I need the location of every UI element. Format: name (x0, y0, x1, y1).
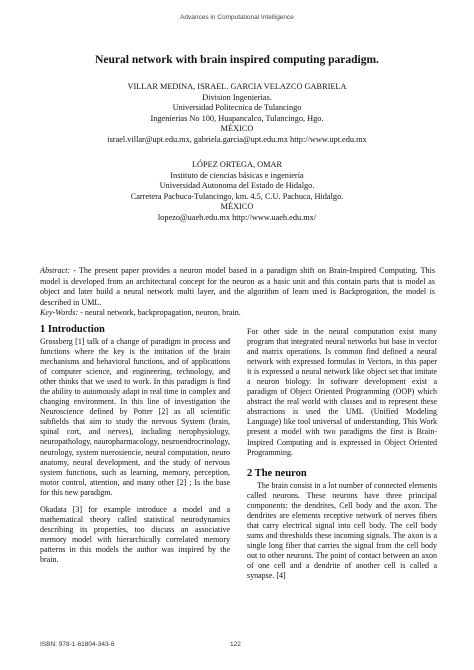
author-contact: lopezo@uaeh.edu.mx http://www.uaeh.edu.mx/ (157, 212, 317, 222)
author-division: Division Ingenierias. (202, 92, 272, 102)
author-address: Carretera Pachuca-Tulancingo, km. 4.5, C.U. Pachuca, Hidalgo. (130, 191, 344, 201)
author-address: Ingenierias No 100, Huapancalco, Tulancingo, Hgo. (150, 113, 324, 123)
neuron-paragraph-1: The brain consist in a lot number of connected elements called neurons. These neurons have three principal components: the dendrites, Cell body and the axon. The dendrites are elements receptive network of nerves fibers that carry electrical signal into cell body. The cell body sums and thresholds these incoming signals. The axon is a single long fiber that carries the signal from the cell body out to other neurons. The point of contact between an axon of one cell and a dendrite of another cell is called a synapse. [4] (247, 480, 437, 581)
keywords (40, 308, 435, 319)
left-column (40, 320, 230, 565)
right-column (247, 327, 437, 581)
author-block-1 (0, 82, 474, 146)
abstract (40, 266, 435, 308)
author-names: LÓPEZ ORTEGA, OMAR (191, 160, 283, 169)
footer-isbn: ISBN: 978-1-61804-343-6 (40, 641, 115, 648)
author-institute: Instituto de ciencias básicas e ingeniería (170, 170, 304, 180)
section-heading-neuron: 2 The neuron (247, 467, 307, 479)
intro-paragraph-3: For other side in the neural computation exist many program that integrated neural networks but base in vector and matrix operations. Is common find defined a neural network with expressed formulas in Vectors, in this paper it is expressed a neural network like object set that imitate a neuron biology. In software development exist a paradigm of Object Oriented Programming (OOP) which abstract the real world with classes and to represent these abstractions is used the UML (Unified Modeling Language) like tool universal of understanding. This Work present a model with two paradigms the first is Brain-Inspired Computing and is expressed in Object Oriented Programming. (247, 327, 437, 457)
keywords-label: Key-Words: (40, 308, 79, 317)
author-country: MÉXICO (220, 124, 254, 134)
intro-paragraph-1: Grossberg [1] talk of a change of paradigm in process and functions where the key is the imitation of the brain mechanisms and behavioral functions, and of applications of computer science, and engineering, technology, and other thinks that we used to work. In this paradigm is find the ability to automously adapt in real time in complex and changing environment. In this line of investigation the Neuroscience defined by Potter [2] as all scientific subfields that aim to study the nervous System (brain, spinal cort, and nerves), including nerophysiology, neuropathology, nauropharmacology, neuroendrocrinology, neurology, system nuerosiencie, neural computation, neuro anatomy, neural development, and the study of nervous system functions, such as learning, memory, perception, motor control, attention, and many other [2] ; Is the base for this new paradigm. (40, 337, 230, 497)
paper-title: Neural network with brain inspired computing paradigm. (95, 54, 379, 66)
author-names: VILLAR MEDINA, ISRAEL. GARCIA VELAZCO GABRIELA (127, 82, 347, 91)
keywords-text: - neural network, backpropagation, neuron, brain. (78, 308, 241, 317)
page-number: 122 (230, 641, 241, 648)
abstract-label: Abstract: (40, 266, 71, 275)
abstract-text: - The present paper provides a neuron model based in a paradigm shift on Brain-Inspired Computing. This model is developed from an architectural concept for the neuron as a basic unit and this contain parts that is model as object and later build a neural network multi layer, and the algorithm of learn used is Backprogation, the model is described in UML. (40, 266, 435, 307)
author-contact: israel.villar@upt.edu.mx, gabriela.garcia@upt.edu.mx http://www.upt.edu.mx (107, 134, 367, 144)
author-country: MÉXICO (220, 202, 254, 212)
author-block-2 (0, 160, 474, 224)
intro-paragraph-2: Okadata [3] for example introduce a model and a mathematical theory called statistical neurodynamics describing its properties, too discuss an associative memory model with hierarchically correlated memory patterns in this models the author was inspired by the brain. (40, 504, 230, 564)
running-head: Advances in Computational Intelligence (180, 14, 294, 21)
author-university: Universidad Politecnica de Tulancingo (172, 103, 302, 113)
section-heading-introduction: 1 Introduction (40, 324, 105, 335)
author-university: Universidad Autonoma del Estado de Hidalgo. (159, 181, 315, 191)
